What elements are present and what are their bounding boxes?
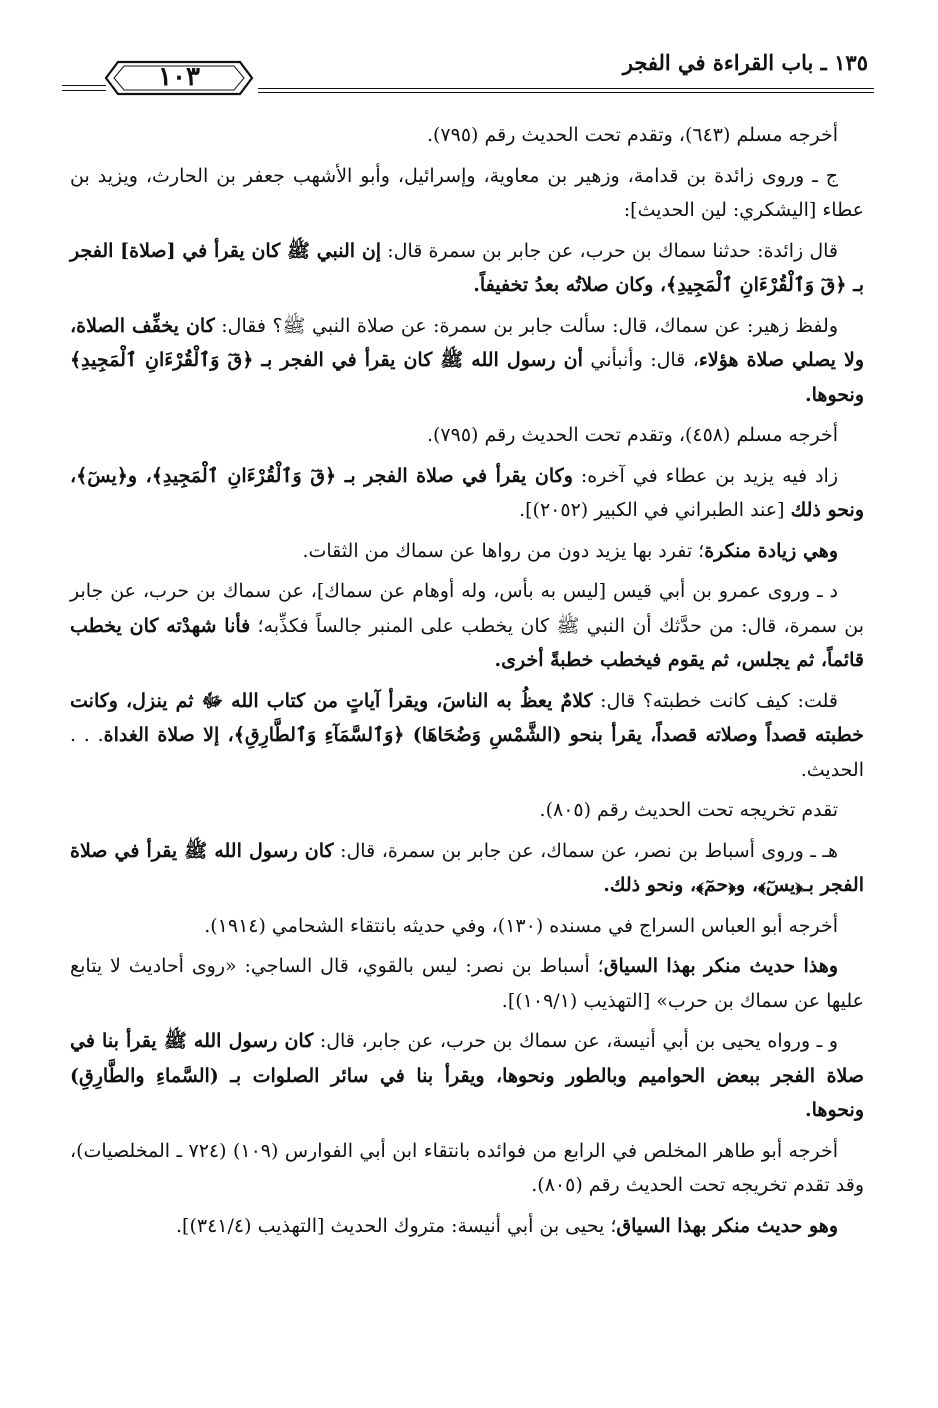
text-segment: ؛ تفرد بها يزيد دون من رواها عن سماك من الثقات.	[302, 539, 705, 562]
text-segment: هـ ـ وروى أسباط بن نصر، عن سماك، عن جابر بن سمرة، قال:	[333, 839, 838, 862]
paragraph	[70, 1209, 864, 1244]
bold-text-segment: كان يخفِّف الصلاة، ولا يصلي صلاة هؤلاء	[70, 314, 865, 371]
text-segment: ولفظ زهير: عن سماك، قال: سألت جابر بن سمرة: عن صلاة النبي ﷺ؟ فقال:	[214, 314, 838, 337]
text-segment: ؛ يحيى بن أبي أنيسة: متروك الحديث [التهذيب (٣٤١/٤)].	[176, 1214, 617, 1237]
paragraph	[70, 834, 864, 903]
text-segment: زاد فيه يزيد بن عطاء في آخره:	[572, 464, 838, 487]
text-segment: قال زائدة: حدثنا سماك بن حرب، عن جابر بن سمرة قال:	[381, 239, 839, 262]
text-segment: أخرجه أبو العباس السراج في مسنده (١٣٠)، وفي حديثه بانتقاء الشحامي (١٩١٤).	[204, 914, 838, 937]
text-segment: و ـ ورواه يحيى بن أبي أنيسة، عن سماك بن حرب، عن جابر، قال:	[313, 1030, 838, 1052]
text-segment: د ـ وروى عمرو بن أبي قيس [ليس به بأس، وله أوهام عن سماك]، عن سماك بن حرب، عن جابر بن سمرة، قال: من حدَّثك أن النبي ﷺ كان يخطب على المنبر جالساً فكذِّبه؛	[70, 580, 864, 637]
bold-text-segment: كان رسول الله ﷺ يقرأ في صلاة الفجر بـ﴿يسٓ﴾، و﴿حمٓ﴾، ونحو ذلك.	[70, 839, 864, 896]
bold-text-segment: إن النبي ﷺ كان يقرأ في [صلاة] الفجر بـ ﴿قٓ وَٱلْقُرْءَانِ ٱلْمَجِيدِ﴾، وكان صلاتُه بعدُ تخفيفاً.	[70, 239, 864, 296]
text-segment: ، قال: وأنبأني	[582, 349, 699, 371]
paragraph	[70, 909, 864, 944]
text-segment: ج ـ وروى زائدة بن قدامة، وزهير بن معاوية، وإسرائيل، وأبو الأشهب جعفر بن الحارث، ويزيد بن عطاء [اليشكري: لين الحديث]:	[70, 164, 864, 221]
text-segment: قلت: كيف كانت خطبته؟ قال:	[592, 689, 838, 712]
page-number-badge	[104, 58, 254, 98]
running-title: ١٣٥ ـ باب القراءة في الفجر	[622, 50, 868, 75]
text-segment: [عند الطبراني في الكبير (٢٠٥٢)].	[519, 499, 791, 521]
text-segment: أخرجه أبو طاهر المخلص في الرابع من فوائده بانتقاء ابن أبي الفوارس (١٠٩) (٧٢٤ ـ المخلصيات)، وقد تقدم تخريجه تحت الحديث رقم (٨٠٥).	[70, 1139, 864, 1196]
bold-text-segment: كلامٌ يعظُ به الناسَ، ويقرأ آياتٍ من كتاب الله ﷻ ثم ينزل، وكانت خطبته قصداً وصلاته قصداً، يقرأ بنحو (الشَّمْسِ وَضُحَاهَا) ﴿وَٱلسَّمَآءِ وَٱلطَّارِقِ﴾، إلا صلاة الغداة	[70, 689, 864, 746]
bold-text-segment: وكان يقرأ في صلاة الفجر بـ ﴿قٓ وَٱلْقُرْءَانِ ٱلْمَجِيدِ﴾، و﴿يسٓ﴾، ونحو ذلك	[70, 464, 864, 521]
bold-text-segment: أن رسول الله ﷺ كان يقرأ في الفجر بـ ﴿قٓ وَٱلْقُرْءَانِ ٱلْمَجِيدِ﴾ ونحوها.	[70, 349, 864, 406]
paragraph	[70, 574, 864, 678]
paragraph	[70, 1134, 864, 1203]
text-segment: أخرجه مسلم (٤٥٨)، وتقدم تحت الحديث رقم (٧٩٥).	[426, 424, 838, 446]
paragraph	[70, 459, 864, 528]
paragraph	[70, 949, 864, 1018]
paragraph	[70, 309, 864, 413]
text-segment: . . . الحديث.	[70, 724, 864, 781]
bold-text-segment: كان رسول الله ﷺ يقرأ بنا في صلاة الفجر ببعض الحواميم وبالطور ونحوها، ويقرأ بنا في سائر الصلوات بـ (السَّماءِ والطَّارِقِ) ونحوها.	[70, 1030, 864, 1121]
page-header	[62, 40, 874, 100]
bold-text-segment: وهو حديث منكر بهذا السياق	[616, 1214, 838, 1237]
paragraph	[70, 793, 864, 828]
text-segment: تقدم تخريجه تحت الحديث رقم (٨٠٥).	[539, 799, 838, 821]
page-number: ١٠٣	[158, 62, 200, 92]
paragraph	[70, 1024, 864, 1128]
paragraph	[70, 684, 864, 788]
header-rule-right-2	[258, 92, 874, 93]
bold-text-segment: وهي زيادة منكرة	[704, 539, 838, 562]
paragraph	[70, 118, 864, 153]
bold-text-segment: فأنا شهدْته كان يخطب قائماً، ثم يجلس، ثم يقوم فيخطب خطبةً أخرى.	[70, 614, 864, 671]
text-segment: ؛ أسباط بن نصر: ليس بالقوي، قال الساجي: «روى أحاديث لا يتابع عليها عن سماك بن حرب» [التهذيب (١٠٩/١)].	[70, 955, 864, 1012]
paragraph	[70, 418, 864, 453]
document-body	[70, 118, 864, 1243]
paragraph	[70, 159, 864, 228]
paragraph	[70, 234, 864, 303]
header-rule-right	[258, 88, 874, 89]
paragraph	[70, 534, 864, 569]
bold-text-segment: وهذا حديث منكر بهذا السياق	[603, 955, 838, 977]
text-segment: أخرجه مسلم (٦٤٣)، وتقدم تحت الحديث رقم (٧٩٥).	[426, 124, 838, 146]
header-rule-left-2	[62, 90, 106, 91]
header-rule-left	[62, 85, 106, 86]
